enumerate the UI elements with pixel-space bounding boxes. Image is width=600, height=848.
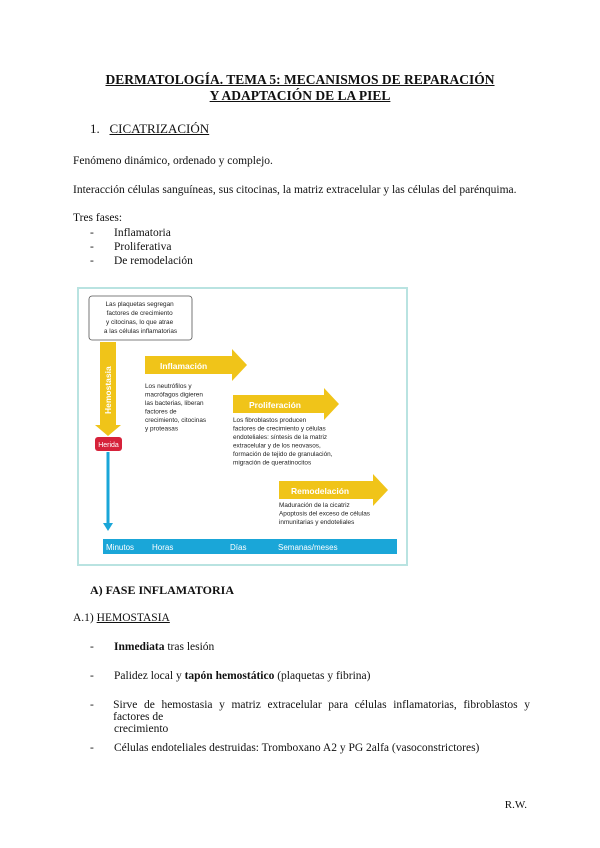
timeline-label-minutos: Minutos (106, 543, 135, 552)
healing-diagram (79, 289, 406, 564)
timeline-arrowhead (103, 523, 113, 531)
inflamacion-text: Los neutrófilos y macrófagos digieren las bacterias, liberan factores de crecimiento, citocinas y proteasas (145, 383, 207, 433)
section-title: CICATRIZACIÓN (109, 121, 210, 136)
proliferacion-label: Proliferación (249, 400, 301, 410)
section-heading (90, 121, 209, 137)
timeline-label-dias: Días (230, 543, 247, 552)
herida-label: Herida (98, 442, 119, 449)
list-item: - Células endoteliales destruidas: Tromboxano A2 y PG 2alfa (vasoconstrictores) (90, 742, 480, 754)
sub-subsection-heading: A.1) HEMOSTASIA (73, 612, 170, 624)
list-item: - Inflamatoria (90, 227, 171, 239)
platelet-text: Las plaquetas segregan factores de crecimiento y citocinas, lo que atrae a las células inflamatorias (103, 301, 178, 335)
inflamacion-label: Inflamación (160, 361, 208, 371)
hemostasia-label: Hemostasia (103, 366, 113, 414)
timeline-label-horas: Horas (152, 543, 174, 552)
paragraph-3: Tres fases: (73, 212, 123, 224)
document-title-line2: Y ADAPTACIÓN DE LA PIEL (209, 88, 391, 103)
subsection-heading: A) FASE INFLAMATORIA (90, 583, 235, 597)
list-item: - Sirve de hemostasia y matriz extracelular para células inflamatorias, fibroblastos y factores de crecimiento (90, 699, 530, 735)
section-number: 1. (90, 121, 100, 136)
timeline-bar (103, 539, 397, 554)
list-item: - Palidez local y tapón hemostático (plaquetas y fibrina) (90, 670, 371, 682)
paragraph-2: Interacción células sanguíneas, sus citocinas, la matriz extracelular y las células del parénquima. (73, 184, 517, 196)
timeline-label-semanas: Semanas/meses (278, 543, 338, 552)
footer-initials: R.W. (504, 799, 527, 811)
remodelacion-text: Maduración de la cicatriz Apoptosis del exceso de células inmunitarias y endoteliales (279, 502, 370, 526)
list-item: - Proliferativa (90, 241, 172, 253)
healing-phases-figure (77, 287, 408, 566)
list-item: - De remodelación (90, 255, 193, 267)
list-item: - Inmediata tras lesión (90, 641, 215, 653)
proliferacion-text: Los fibroblastos producen factores de crecimiento y células endoteliales: síntesis de la matriz extracelular y de los neovasos, formación de tejido de granulación, migración de queratinocitos (233, 417, 333, 467)
remodelacion-label: Remodelación (291, 486, 350, 496)
paragraph-1: Fenómeno dinámico, ordenado y complejo. (73, 155, 273, 167)
document-title-line1: DERMATOLOGÍA. TEMA 5: MECANISMOS DE REPARACIÓN (105, 72, 495, 87)
